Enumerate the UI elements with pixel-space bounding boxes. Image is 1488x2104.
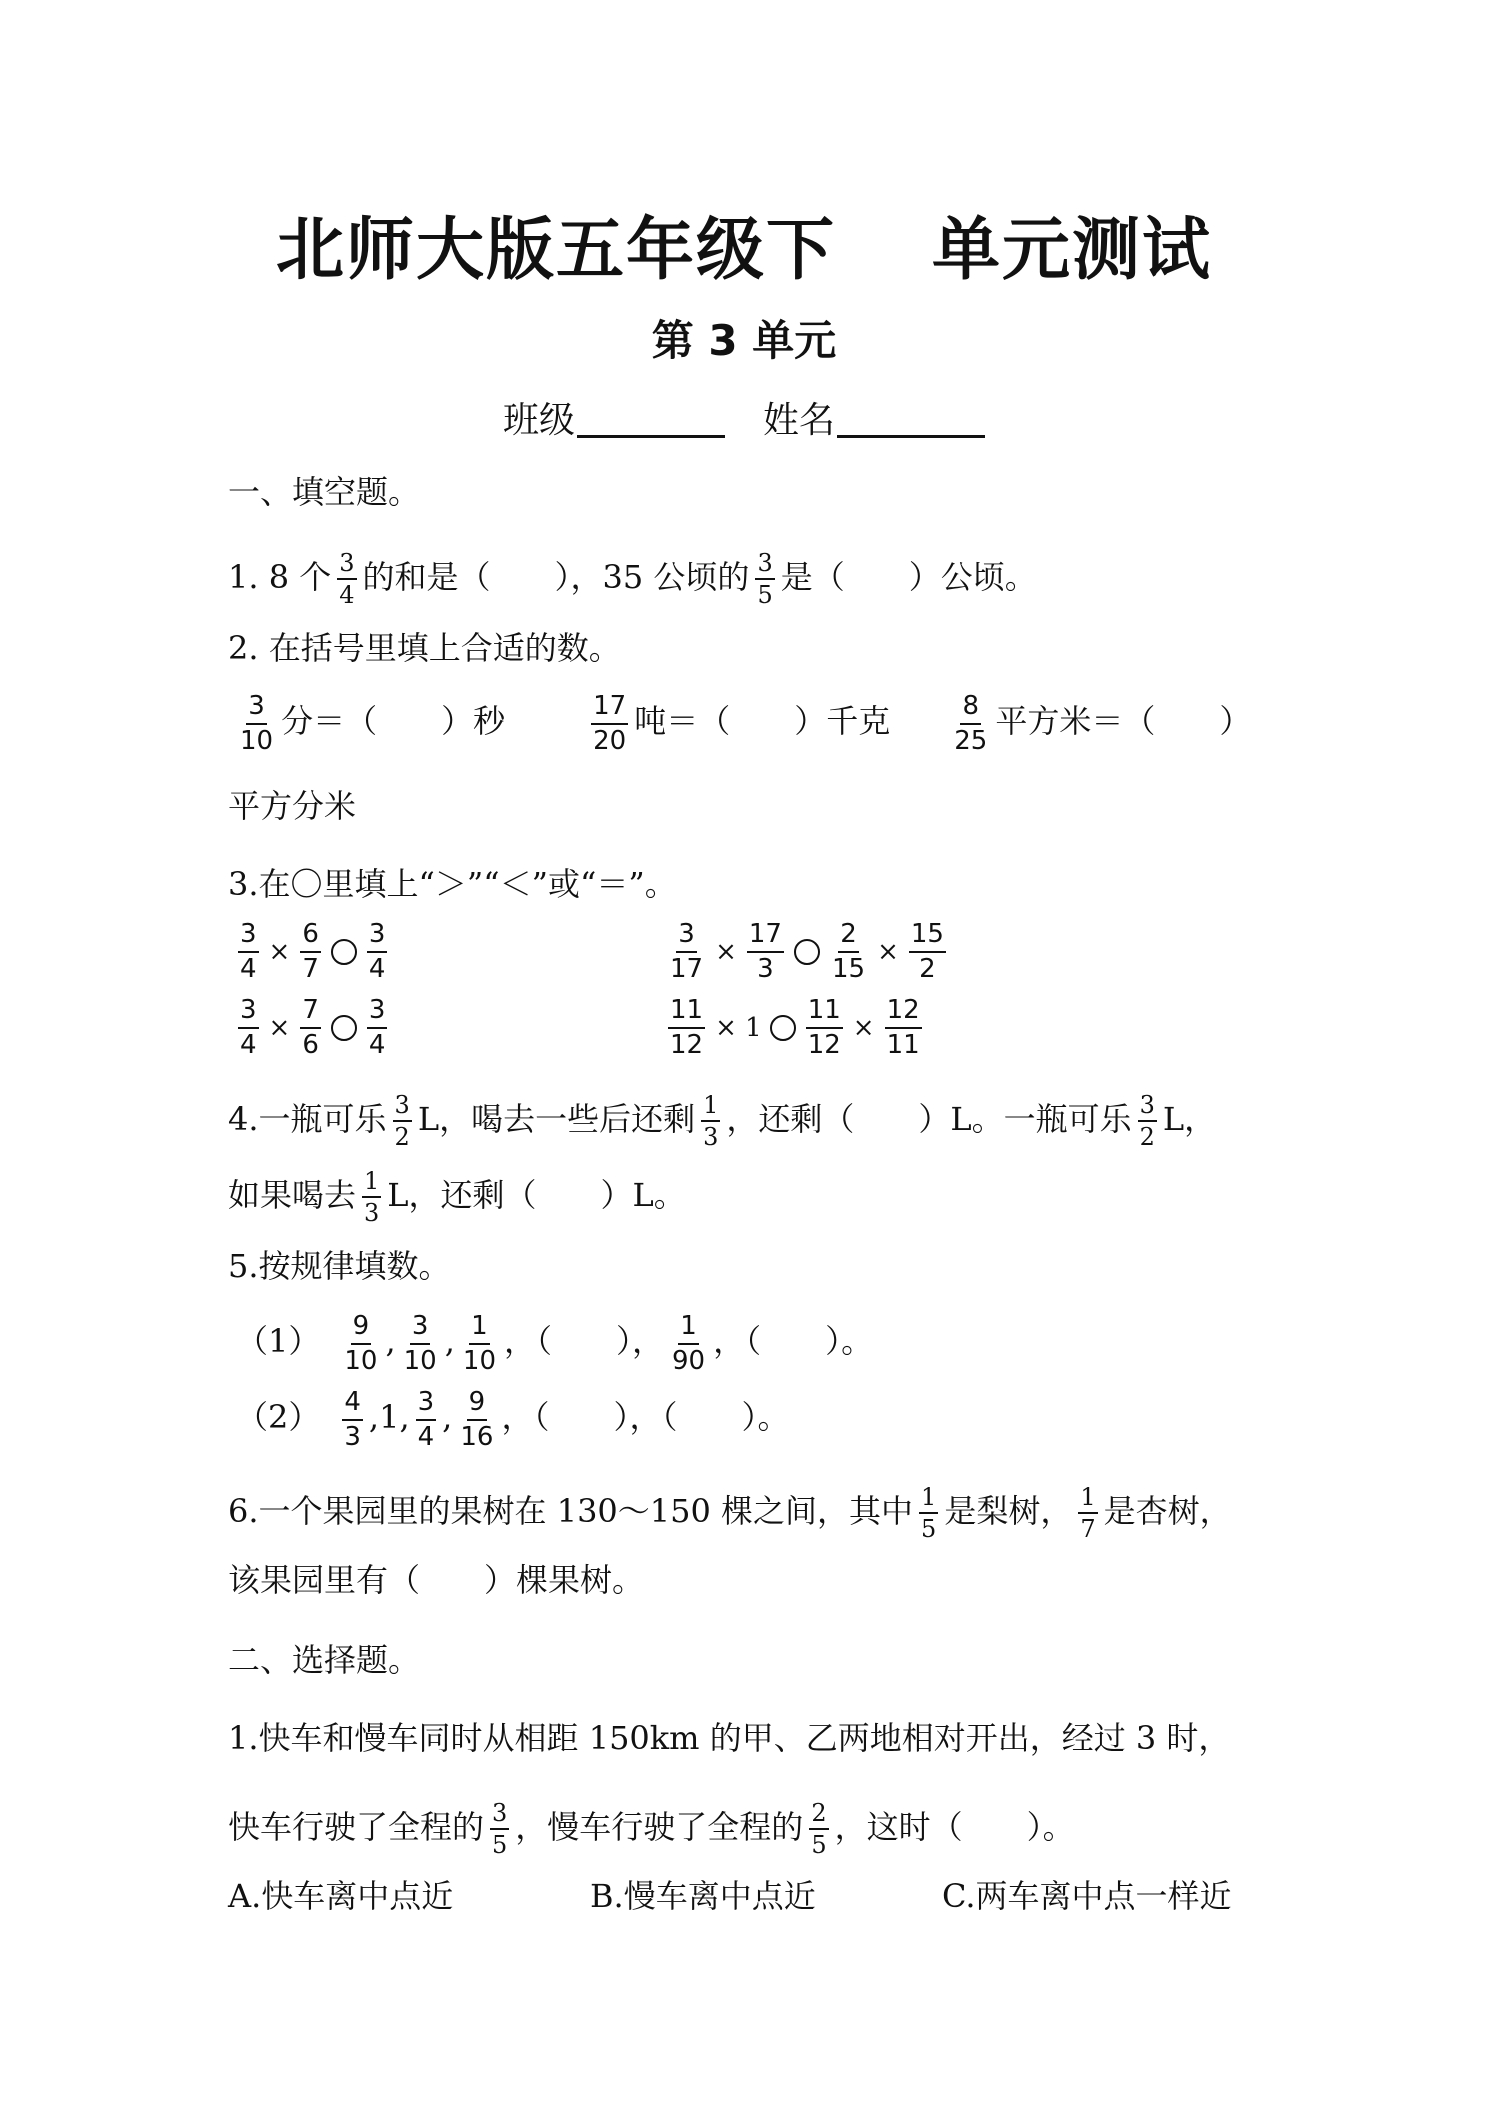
numerator: 6 <box>300 920 321 953</box>
denominator: 6 <box>302 1029 319 1060</box>
denominator: 4 <box>417 1421 435 1452</box>
q-text: 的和是（ ），35 公顷的 <box>362 557 750 596</box>
numerator: 1 <box>1078 1484 1097 1514</box>
question-1-2-stem: 2. 在括号里填上合适的数。 <box>228 629 621 667</box>
question-1-2-row <box>232 692 1251 755</box>
compare-row-1b <box>662 920 952 983</box>
fraction <box>416 1388 437 1451</box>
q-text: ，（ ）。 <box>713 1322 874 1361</box>
denominator: 5 <box>811 1831 827 1860</box>
fraction <box>806 996 843 1059</box>
denominator: 4 <box>339 581 355 610</box>
unit-subtitle: 第 3 单元 <box>651 316 837 365</box>
fraction <box>461 1312 498 1375</box>
student-info <box>0 392 1488 443</box>
denominator: 90 <box>672 1345 706 1376</box>
pattern-row-2: （2） $\frac{4}{3}$ ,1, $\frac{3}{4}$ , $\frac{9}{16}$ ，（ ），（ ）。 <box>236 1387 790 1452</box>
denominator: 3 <box>703 1123 719 1152</box>
title-left: 北师大版五年级下 <box>275 211 836 290</box>
times-sign: × <box>715 936 737 967</box>
compare-circle[interactable] <box>331 1015 357 1041</box>
numerator: 8 <box>960 692 981 725</box>
question-1-6-line2: 该果园里有（ ）棵果树。 <box>228 1561 645 1599</box>
fraction <box>1078 1484 1097 1543</box>
fraction <box>885 996 922 1059</box>
numerator: 3 <box>416 1388 437 1421</box>
denominator: 10 <box>240 725 274 756</box>
denominator: 20 <box>593 725 627 756</box>
q-text: 是（ ）公顷。 <box>780 557 1037 596</box>
numerator: 7 <box>300 996 321 1029</box>
fraction <box>300 920 321 983</box>
q-text: ，这时（ ）。 <box>834 1807 1075 1846</box>
q-text: L，喝去一些后还剩 <box>417 1099 696 1138</box>
compare-row-2b <box>662 996 928 1059</box>
numerator: 3 <box>393 1092 412 1122</box>
fraction <box>238 920 259 983</box>
q-text: 快车行驶了全程的 <box>228 1807 485 1846</box>
denominator: 4 <box>240 953 257 984</box>
fraction <box>909 920 946 983</box>
fraction <box>952 692 989 755</box>
denominator: 5 <box>921 1515 937 1544</box>
numerator: 11 <box>668 996 705 1029</box>
q-text: ，（ ），（ ）。 <box>501 1398 790 1437</box>
question-1-2-cont: 平方分米 <box>228 787 357 825</box>
denominator: 3 <box>757 953 774 984</box>
q-text: 是梨树， <box>944 1491 1073 1530</box>
q-text: 1. 8 个 <box>228 557 332 596</box>
fraction <box>670 1312 707 1375</box>
numerator: 1 <box>678 1312 699 1345</box>
choice-b[interactable]: B.慢车离中点近 <box>590 1877 816 1915</box>
fraction <box>591 692 628 755</box>
question-1-3-stem: 3.在〇里填上“＞”“＜”或“＝”。 <box>228 865 677 903</box>
fraction <box>747 920 784 983</box>
numerator: 3 <box>755 550 774 580</box>
question-1-6-line1 <box>228 1484 1232 1543</box>
fraction <box>458 1388 495 1451</box>
question-2-1-line1: 1.快车和慢车同时从相距 150km 的甲、乙两地相对开出，经过 3 时， <box>228 1719 1231 1757</box>
q-text: 分＝（ ）秒 <box>281 702 506 741</box>
q-text: ，慢车行驶了全程的 <box>515 1807 804 1846</box>
denominator: 5 <box>492 1831 508 1860</box>
fraction <box>490 1800 509 1859</box>
times-sign: × <box>852 1012 875 1043</box>
choice-c[interactable]: C.两车离中点一样近 <box>942 1877 1232 1915</box>
numerator: 3 <box>337 550 356 580</box>
denominator: 16 <box>460 1421 494 1452</box>
fraction <box>362 1168 381 1227</box>
numerator: 3 <box>238 996 259 1029</box>
numerator: 3 <box>238 920 259 953</box>
number: 1 <box>379 1398 400 1437</box>
times-sign: × <box>877 936 899 967</box>
denominator: 12 <box>670 1029 704 1060</box>
fraction <box>238 692 275 755</box>
numerator: 3 <box>367 996 388 1029</box>
numerator: 17 <box>591 692 628 725</box>
fraction <box>755 550 774 609</box>
fraction <box>300 996 321 1059</box>
denominator: 25 <box>954 725 988 756</box>
denominator: 7 <box>302 953 319 984</box>
compare-circle[interactable] <box>331 939 357 965</box>
question-1-5-stem: 5.按规律填数。 <box>228 1247 451 1285</box>
numerator: 1 <box>919 1484 938 1514</box>
q-text: 如果喝去 <box>228 1175 357 1214</box>
numerator: 2 <box>838 920 859 953</box>
question-1-4-line2 <box>228 1168 686 1227</box>
q-text: 6.一个果园里的果树在 130～150 棵之间，其中 <box>228 1491 914 1530</box>
denominator: 4 <box>240 1029 257 1060</box>
q-text: 4.一瓶可乐 <box>228 1099 387 1138</box>
fraction <box>238 996 259 1059</box>
numerator: 9 <box>351 1312 372 1345</box>
title-right: 单元测试 <box>932 211 1213 290</box>
numerator: 3 <box>1138 1092 1157 1122</box>
compare-circle[interactable] <box>770 1015 796 1041</box>
question-1-4-line1 <box>228 1092 1216 1151</box>
q-text: ，还剩（ ）L。一瓶可乐 <box>726 1099 1132 1138</box>
numerator: 2 <box>809 1800 828 1830</box>
numerator: 11 <box>806 996 843 1029</box>
numerator: 3 <box>410 1312 431 1345</box>
question-1-1 <box>228 550 1037 609</box>
choice-a[interactable]: A.快车离中点近 <box>228 1877 454 1915</box>
numerator: 3 <box>367 920 388 953</box>
q-text: 平方米＝（ ） <box>995 702 1252 741</box>
numerator: 17 <box>747 920 784 953</box>
fraction <box>919 1484 938 1543</box>
numerator: 1 <box>701 1092 720 1122</box>
fraction <box>337 550 356 609</box>
q-text: L，还剩（ ）L。 <box>387 1175 686 1214</box>
denominator: 10 <box>344 1345 378 1376</box>
denominator: 3 <box>364 1199 380 1228</box>
question-2-1-line2 <box>228 1800 1075 1859</box>
denominator: 2 <box>394 1123 410 1152</box>
section1-heading: 一、填空题。 <box>228 473 421 511</box>
fraction <box>1138 1092 1157 1151</box>
fraction <box>830 920 867 983</box>
class-label: 班级 <box>502 400 575 441</box>
fraction <box>668 996 705 1059</box>
class-blank[interactable] <box>577 399 725 438</box>
denominator: 15 <box>831 953 866 984</box>
denominator: 10 <box>462 1345 496 1376</box>
denominator: 11 <box>886 1029 920 1060</box>
q-text: 是杏树， <box>1103 1491 1232 1530</box>
denominator: 3 <box>344 1421 361 1452</box>
q-text: 吨＝（ ）千克 <box>634 702 891 741</box>
numerator: 4 <box>342 1388 363 1421</box>
fraction <box>342 1312 379 1375</box>
name-label: 姓名 <box>763 400 836 441</box>
fraction <box>367 920 388 983</box>
numerator: 3 <box>676 920 697 953</box>
q-text: ，（ ）， <box>504 1322 665 1361</box>
sub-label: （1） <box>236 1322 321 1361</box>
sub-label: （2） <box>236 1398 321 1437</box>
compare-row-1a <box>232 920 393 983</box>
fraction <box>342 1388 363 1451</box>
times-one: × 1 <box>715 1012 762 1043</box>
fraction <box>809 1800 828 1859</box>
denominator: 7 <box>1080 1515 1096 1544</box>
denominator: 17 <box>670 953 704 984</box>
compare-circle[interactable] <box>794 939 820 965</box>
fraction <box>367 996 388 1059</box>
numerator: 3 <box>246 692 267 725</box>
pattern-row-1: （1） $\frac{9}{10}$ , $\frac{3}{10}$ , $\frac{1}{10}$ ，（ ）， $\frac{1}{90}$ ，（ ）。 <box>236 1311 874 1376</box>
compare-row-2a <box>232 996 393 1059</box>
denominator: 4 <box>368 953 386 984</box>
name-blank[interactable] <box>837 399 985 438</box>
denominator: 12 <box>807 1029 841 1060</box>
numerator: 1 <box>469 1312 490 1345</box>
numerator: 3 <box>490 1800 509 1830</box>
fraction <box>668 920 705 983</box>
denominator: 10 <box>403 1345 437 1376</box>
denominator: 5 <box>757 581 773 610</box>
numerator: 1 <box>362 1168 381 1198</box>
section2-heading: 二、选择题。 <box>228 1641 421 1679</box>
numerator: 9 <box>467 1388 488 1421</box>
denominator: 2 <box>919 953 936 984</box>
numerator: 15 <box>909 920 946 953</box>
fraction <box>402 1312 439 1375</box>
fraction <box>701 1092 720 1151</box>
denominator: 2 <box>1139 1123 1155 1152</box>
times-sign: × <box>268 1012 291 1043</box>
page-title <box>0 196 1488 293</box>
times-sign: × <box>268 936 291 967</box>
numerator: 12 <box>885 996 922 1029</box>
fraction <box>393 1092 412 1151</box>
q-text: L， <box>1162 1099 1217 1138</box>
denominator: 4 <box>368 1029 386 1060</box>
